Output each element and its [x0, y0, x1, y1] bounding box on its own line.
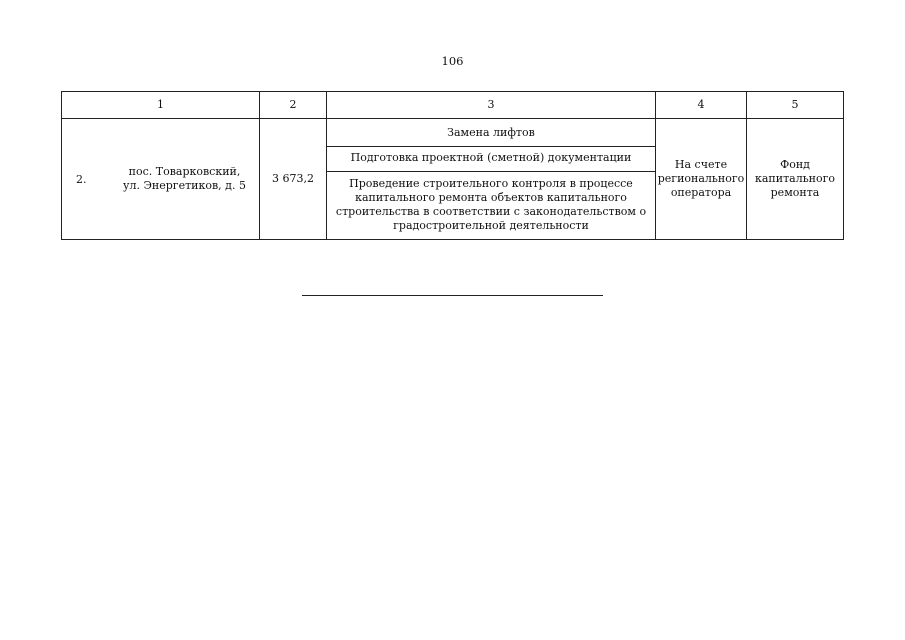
header-cell-4: 4 [656, 92, 747, 119]
address-line-2: ул. Энергетиков, д. 5 [123, 179, 246, 192]
row-area: 3 673,2 [260, 119, 327, 240]
page-number: 106 [441, 54, 464, 68]
end-divider-line [302, 295, 603, 296]
repair-program-table [61, 91, 844, 240]
header-cell-2: 2 [260, 92, 327, 119]
row-works-cell [327, 119, 656, 240]
address-line-1: пос. Товарковский, [128, 165, 241, 178]
header-cell-1: 1 [62, 92, 260, 119]
row-account: На счете регионального оператора [656, 119, 747, 240]
work-item-design-docs: Подготовка проектной (сметной) документации [327, 147, 655, 172]
row-address-cell [62, 119, 260, 240]
row-address [117, 165, 252, 193]
row-funding-source: Фонд капитального ремонта [747, 119, 844, 240]
header-cell-5: 5 [747, 92, 844, 119]
row-number: 2. [76, 173, 87, 186]
table-row [62, 119, 844, 240]
work-item-construction-control: Проведение строительного контроля в процессе капитального ремонта объектов капитального строительства в соответствии с законодательством о градостроительной деятельности [335, 176, 647, 232]
table-header-row [62, 92, 844, 119]
work-item-elevator: Замена лифтов [327, 122, 655, 147]
header-cell-3: 3 [327, 92, 656, 119]
